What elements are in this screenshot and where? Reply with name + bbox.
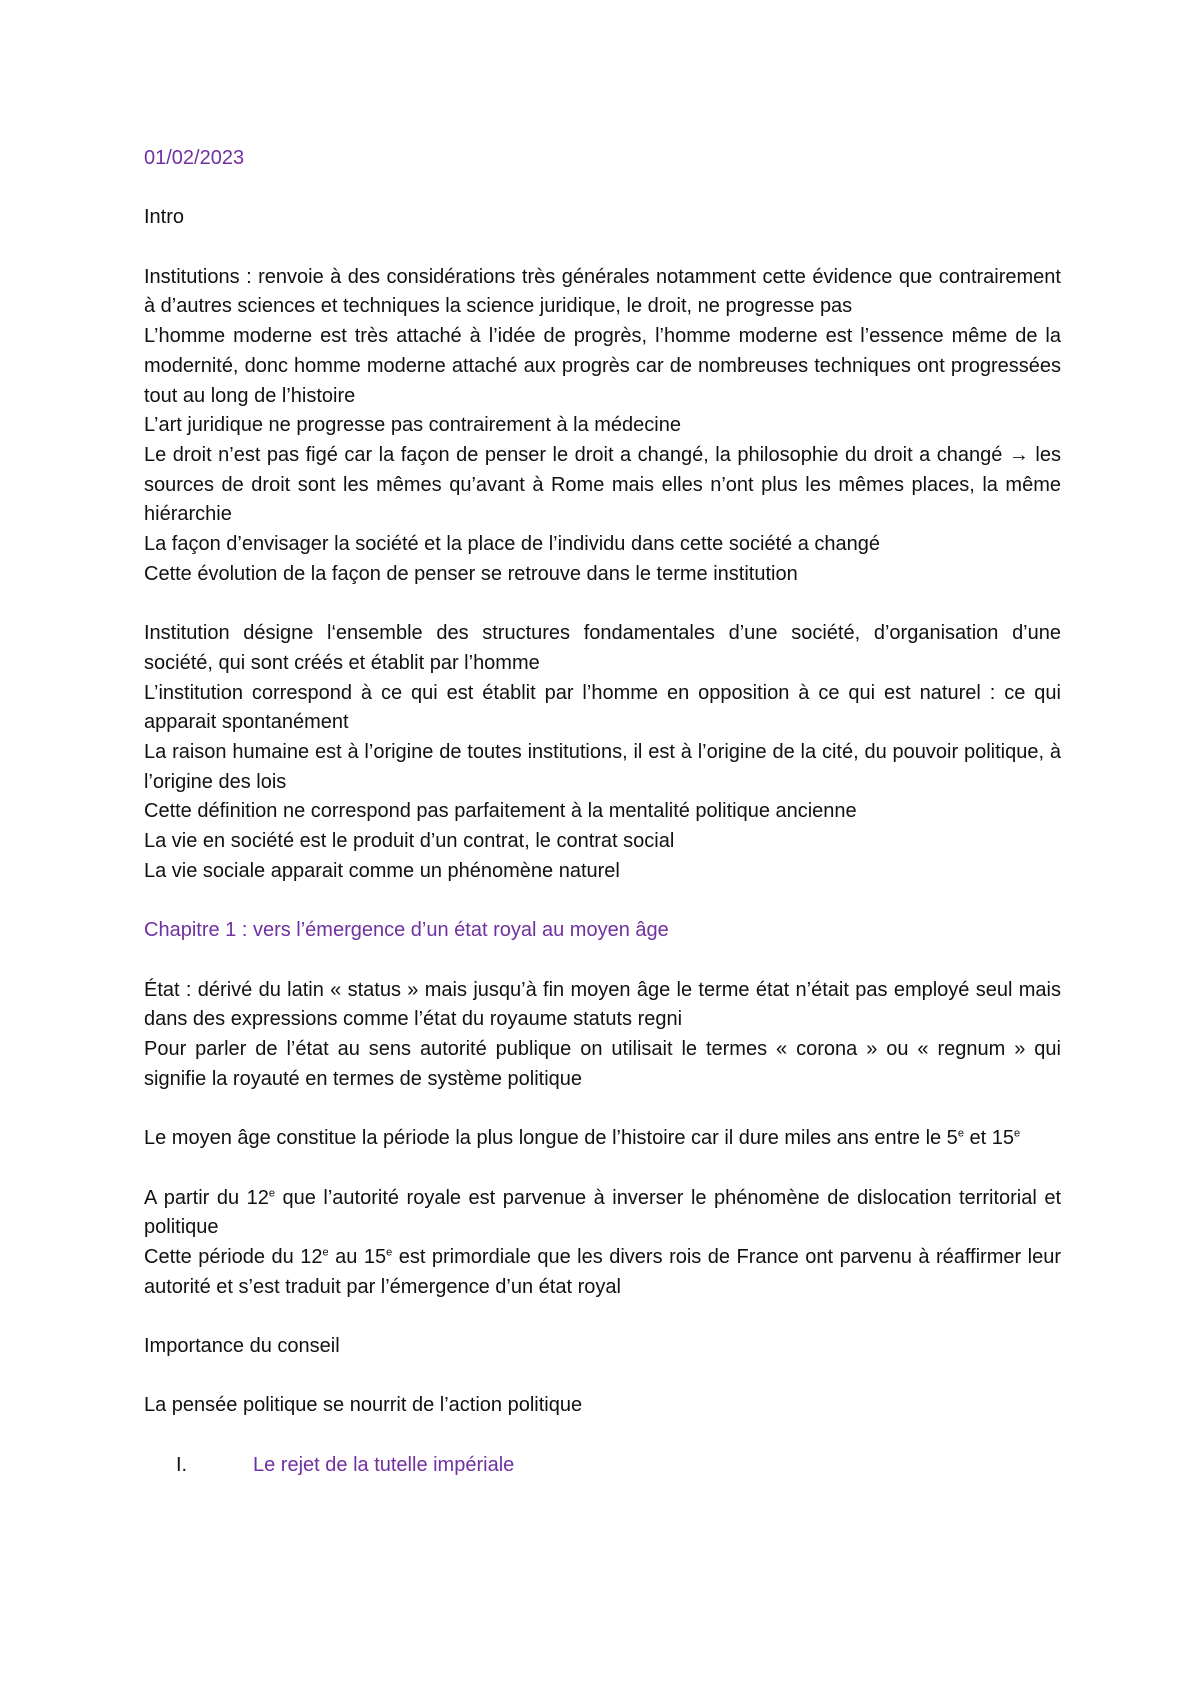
paragraph: La vie sociale apparait comme un phénomène naturel <box>144 859 620 882</box>
paragraph: L’homme moderne est très attaché à l’idée de progrès, l’homme moderne est l’essence même de la modernité, donc homme moderne attaché aux progrès car de nombreuses techniques ont progressées tout au long de l’histoire <box>144 325 1061 407</box>
paragraph-text: A partir du 12 <box>144 1186 269 1209</box>
paragraph-text: Le droit n’est pas figé car la façon de penser le droit a changé, la philosophie du droit a changé <box>144 444 1003 466</box>
superscript: e <box>957 1127 964 1140</box>
paragraph-text: Cette période du 12 <box>144 1245 323 1268</box>
paragraph <box>144 1243 1061 1302</box>
paragraph: La pensée politique se nourrit de l’action politique <box>144 1394 583 1417</box>
chapter-title: Chapitre 1 : vers l’émergence d’un état royal au moyen âge <box>144 919 669 942</box>
paragraph-text: Le moyen âge constitue la période la plus longue de l’histoire car il dure miles ans entre le 5 <box>144 1127 958 1150</box>
paragraph-text: que l’autorité royale est parvenue à inverser le phénomène de dislocation territorial et politique <box>144 1186 1061 1239</box>
paragraph-text: les sources de droit sont les mêmes qu’avant à Rome mais elles n’ont plus les mêmes places, la même hiérarchie <box>144 444 1061 526</box>
document-body <box>144 144 1061 1480</box>
paragraph: La raison humaine est à l’origine de toutes institutions, il est à l’origine de la cité, du pouvoir politique, à l’origine des lois <box>144 741 1061 793</box>
paragraph: Pour parler de l’état au sens autorité publique on utilisait le termes « corona » ou « regnum » qui signifie la royauté en termes de système politique <box>144 1038 1061 1090</box>
paragraph <box>144 1124 1061 1154</box>
paragraph: Cette définition ne correspond pas parfaitement à la mentalité politique ancienne <box>144 800 857 823</box>
paragraph: Institutions : renvoie à des considérations très générales notamment cette évidence que contrairement à d’autres sciences et techniques la science juridique, le droit, ne progresse pas <box>144 265 1061 318</box>
paragraph: Cette évolution de la façon de penser se retrouve dans le terme institution <box>144 562 798 585</box>
superscript: e <box>322 1246 329 1259</box>
paragraph: L’institution correspond à ce qui est établit par l’homme en opposition à ce qui est naturel : ce qui apparait spontanément <box>144 681 1061 734</box>
document-date: 01/02/2023 <box>144 147 245 169</box>
section-title: Le rejet de la tutelle impériale <box>253 1453 515 1476</box>
paragraph-text: au 15 <box>328 1245 387 1268</box>
superscript: e <box>386 1246 393 1259</box>
intro-title: Intro <box>144 206 185 229</box>
paragraph: La vie en société est le produit d’un contrat, le contrat social <box>144 830 675 853</box>
section-number: I. <box>176 1453 188 1476</box>
section-heading <box>176 1451 1061 1481</box>
paragraph <box>144 441 1061 530</box>
superscript: e <box>268 1186 275 1199</box>
paragraph-text: et 15 <box>963 1127 1014 1150</box>
paragraph: Institution désigne l‘ensemble des structures fondamentales d’une société, d’organisation d’une société, qui sont créés et établit par l’homme <box>144 622 1061 674</box>
paragraph: L’art juridique ne progresse pas contrairement à la médecine <box>144 414 681 437</box>
arrow-icon: → <box>1008 444 1029 466</box>
paragraph: État : dérivé du latin « status » mais jusqu’à fin moyen âge le terme état n’était pas employé seul mais dans des expressions comme l’état du royaume statuts regni <box>144 978 1061 1031</box>
paragraph <box>144 1184 1061 1243</box>
paragraph-text: est primordiale que les divers rois de France ont parvenu à réaffirmer leur autorité et s’est traduit par l’émergence d’un état royal <box>144 1245 1062 1298</box>
paragraph: Importance du conseil <box>144 1335 340 1357</box>
paragraph: La façon d’envisager la société et la place de l’individu dans cette société a changé <box>144 533 881 556</box>
superscript: e <box>1013 1127 1021 1140</box>
